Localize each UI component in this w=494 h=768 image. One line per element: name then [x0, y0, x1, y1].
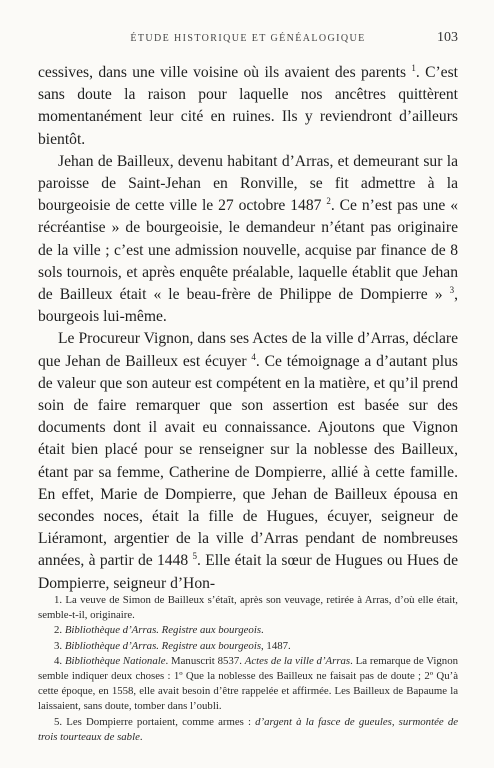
footnote-ref-1: 1: [411, 62, 416, 73]
paragraph-1-text: cessives, dans une ville voisine où ils avaient des parents: [38, 64, 407, 81]
page-number: 103: [437, 30, 458, 45]
footnote-4-num: 4.: [54, 654, 63, 667]
paragraph-2-c: , bourgeois lui-même.: [38, 286, 458, 326]
paragraph-2-b: . Ce n’est pas une « récréantise » de bourgeoisie, le demandeur n’étant pas originaire de la ville ; c’est une admission nouvelle, acquise par finance de 8 sols tournois, et après enquête préalable, laquelle établit que Jehan de Bailleux était « le beau-frère de Philippe de Dompierre »: [38, 197, 459, 304]
footnote-4-title: Bibliothèque Nationale: [64, 654, 166, 667]
running-head: ÉTUDE HISTORIQUE ET GÉNÉALOGIQUE: [130, 33, 366, 44]
footnote-4: [38, 654, 458, 715]
footnote-2: [38, 623, 458, 638]
footnote-5-tail: .: [139, 730, 143, 743]
paragraph-1: [38, 62, 458, 151]
footnote-ref-2: 2: [326, 196, 331, 207]
footnotes: [38, 593, 458, 745]
paragraph-2-a: Jehan de Bailleux, devenu habitant d’Arras, et demeurant sur la paroisse de Saint-Jehan en Ronville, se fit admettre à la bourgeoisie de cette ville le 27 octobre 1487: [38, 152, 458, 215]
footnote-4-text: . La remarque de Vignon semble indiquer deux choses : 1º Que la noblesse des Bailleux ne faisait pas de doute ; 2º Qu’à cette époque, en 1558, elle avait besoin d’être rappelée et affirmée. Les Bailleux de Bapaume la laissaient, sans doute, tomber dans l’oubli.: [38, 654, 458, 713]
footnote-5-num: 5.: [54, 715, 63, 728]
footnote-ref-5: 5: [192, 551, 198, 562]
page-header: [38, 30, 458, 50]
footnote-2-tail: .: [261, 624, 264, 637]
footnote-5-text: Les Dompierre portaient, comme armes :: [66, 715, 256, 728]
paragraph-2: [38, 151, 458, 329]
body-text: [38, 62, 458, 595]
footnote-ref-4: 4: [251, 351, 256, 362]
footnote-3-num: 3.: [54, 639, 63, 652]
paragraph-3-a: Le Procureur Vignon, dans ses Actes de la ville d’Arras, déclare que Jehan de Bailleux est écuyer: [38, 330, 458, 370]
footnote-5-arms: d’argent à la fasce de gueules, surmontée de trois tourteaux de sable: [38, 715, 459, 743]
footnote-4-title2: Actes de la ville d’Arras: [244, 654, 351, 667]
footnote-3-tail: , 1487.: [261, 639, 291, 652]
footnote-2-num: 2.: [54, 624, 63, 637]
paragraph-3: [38, 328, 458, 594]
paragraph-3-c: . Elle était la sœur de Hugues ou Hues de Dompierre, seigneur d’Hon-: [38, 552, 459, 592]
footnote-2-title: Bibliothèque d’Arras. Registre aux bourgeois: [64, 624, 262, 637]
footnote-1: 1. La veuve de Simon de Bailleux s’étaît, après son veuvage, retirée à Arras, d’où elle était, semble-t-il, originaire.: [38, 594, 458, 622]
paragraph-1-text-b: . C’est sans doute la raison pour laquelle nos ancêtres quittèrent momentanément leur cité en ruines. Ils y reviendront d’ailleurs bientôt.: [38, 64, 459, 148]
footnote-5: [38, 715, 458, 745]
footnote-4-mid: . Manuscrit 8537.: [165, 654, 245, 667]
footnote-3: [38, 639, 458, 654]
footnote-3-title: Bibliothèque d’Arras. Registre aux bourgeois: [64, 639, 262, 652]
paragraph-3-b: . Ce témoignage a d’autant plus de valeur que son auteur est compétent en la matière, et qu’il prend soin de faire remarquer que son assertion est basée sur des documents dont il avait eu connaissance. Ajoutons que Vignon était bien placé pour se renseigner sur la noblesse des Bailleux, étant par sa femme, Catherine de Dompierre, allié à cette famille. En effet, Marie de Dompierre, que Jehan de Bailleux épousa en secondes noces, était la fille de Hugues, écuyer, seigneur de Liéramont, argentier de la ville d’Arras pendant de nombreuses années, à partir de 1448: [38, 352, 459, 570]
footnote-ref-3: 3: [449, 284, 455, 295]
